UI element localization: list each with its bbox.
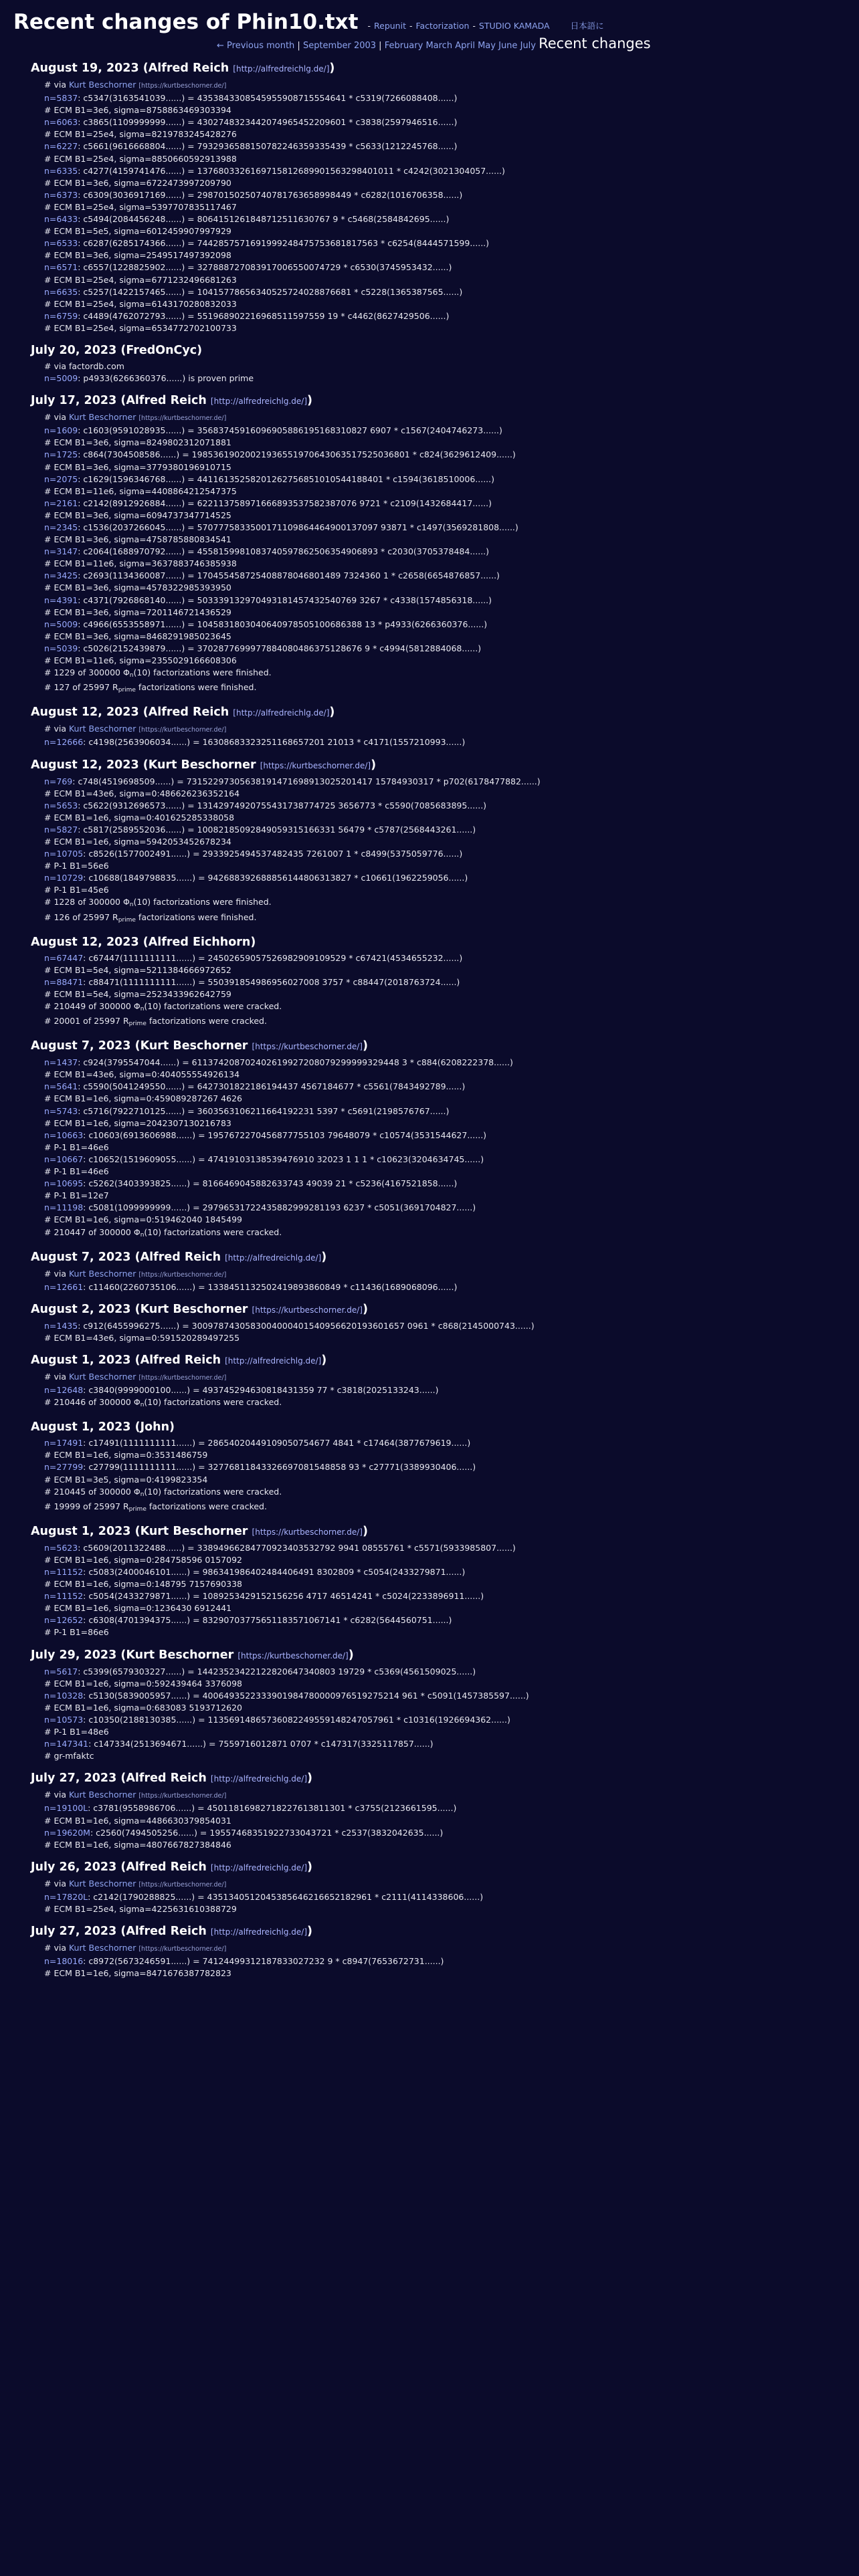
log-line: # via Kurt Beschorner [https://kurtbeschorner.de/] (44, 724, 227, 734)
log-line: n=6373: c6309(3036917169......) = 29870150250740781763658998449 * c6282(1016706358......) (44, 189, 463, 200)
log-line: # ECM B1=1e6, sigma=0:519462040 1845499 (44, 1214, 242, 1225)
log-line: # ECM B1=3e6, sigma=2549517497392098 (44, 250, 231, 261)
author-link[interactable]: [http://alfredreichlg.de/] (210, 397, 308, 407)
log-line: # via Kurt Beschorner [https://kurtbeschorner.de/] (44, 1878, 227, 1889)
log-line: n=6063: c3865(1109999999......) = 4302748323442074965452209601 * c3838(2597946516......) (44, 117, 458, 128)
log-line: # ECM B1=1e6, sigma=0:1236430 6912441 (44, 1603, 232, 1614)
month-nav: ← Previous month | September 2003 | February March April May June July Recent changes (217, 35, 651, 51)
log-line: # ECM B1=1e6, sigma=4486630379854031 (44, 1815, 231, 1826)
log-line: n=5641: c5590(5041249550......) = 6427301822186194437 4567184677 * c5561(7843492789......) (44, 1081, 466, 1092)
log-line: # 127 of 25997 $R_{prime}$ factorizations were finished. (44, 682, 257, 694)
log-line: # ECM B1=1e6, sigma=4807667827384846 (44, 1839, 231, 1850)
log-line: n=5039: c5026(2152439879......) = 3702877699977884080486375128676 9 * c4994(5812884068......) (44, 643, 482, 653)
log-line: n=88471: c88471(1111111111......) = 550391854986956027008 3757 * c88447(2018763724......) (44, 976, 460, 987)
log-line: n=5837: c5347(3163541039......) = 4353843308545955908715554641 * c5319(7266088408......) (44, 93, 458, 104)
log-line: # ECM B1=3e6, sigma=8758863469303394 (44, 105, 231, 116)
log-line: # ECM B1=25e4, sigma=6771232496681263 (44, 274, 237, 285)
log-line: n=17491: c17491(1111111111......) = 28654020449109050754677 4841 * c17464(3877679619......) (44, 1438, 471, 1448)
author-link[interactable]: [https://kurtbeschorner.de/] (237, 1650, 349, 1660)
month-link-2[interactable]: March (425, 41, 453, 51)
log-line: # ECM B1=1e6, sigma=0:401625285338058 (44, 812, 235, 823)
log-line: # 210445 of 300000 $\Phi_n(10)$ factorizations were cracked. (44, 1486, 282, 1498)
log-line: # ECM B1=3e6, sigma=6722473997209790 (44, 177, 231, 188)
log-line: # 210449 of 300000 $\Phi_n(10)$ factorizations were cracked. (44, 1001, 282, 1012)
log-line: # ECM B1=3e6, sigma=6094737347714525 (44, 510, 231, 520)
log-line: # ECM B1=1e6, sigma=0:592439464 3376098 (44, 1678, 242, 1689)
log-line: n=11152: c5054(2433279871......) = 1089253429152156256 4717 46514241 * c5024(2233896911......) (44, 1591, 484, 1602)
nav-link-repunit[interactable]: Repunit (374, 21, 406, 31)
log-line: # ECM B1=3e5, sigma=0:4199823354 (44, 1474, 208, 1485)
log-line: # ECM B1=3e6, sigma=8468291985023645 (44, 631, 231, 641)
log-line: n=10667: c10652(1519609055......) = 47419103138539476910 32023 1 1 1 * c10623(3204634745......) (44, 1154, 484, 1164)
log-line: n=11152: c5083(2400046101......) = 986341986402484406491 8302809 * c5054(2433279871......) (44, 1567, 466, 1577)
nav-link-studio[interactable]: STUDIO KAMADA (478, 21, 550, 31)
log-line: n=5623: c5609(2011322488......) = 33894966284770923403532792 9941 08555761 * c5571(5933985807......) (44, 1542, 516, 1553)
header (13, 4, 846, 39)
day-heading: July 20, 2023 (FredOnCyc) (31, 343, 203, 357)
log-line: n=6335: c4277(4159741476......) = 1376803326169715812689901563298401011 * c4242(3021304057......) (44, 165, 505, 176)
log-line: # P-1 B1=12e7 (44, 1190, 109, 1201)
author-link[interactable]: [http://alfredreichlg.de/] (210, 1927, 308, 1937)
log-line: n=12661: c11460(2260735106......) = 1338451132502419893860849 * c11436(1689068096......) (44, 1281, 458, 1292)
author-link[interactable]: [http://alfredreichlg.de/] (233, 708, 330, 718)
author-link[interactable]: [https://kurtbeschorner.de/] (252, 1042, 363, 1052)
log-line: n=5743: c5716(7922710125......) = 3603563106211664192231 5397 * c5691(2198576767......) (44, 1105, 450, 1116)
log-line: n=1437: c924(3795547044......) = 611374208702402619927208079299999329448 3 * c884(6208222378......) (44, 1057, 513, 1068)
log-line: # ECM B1=1e6, sigma=0:683083 5193712620 (44, 1702, 242, 1713)
author-link[interactable]: [https://kurtbeschorner.de/] (252, 1305, 363, 1315)
log-line: n=18016: c8972(5673246591......) = 74124499312187833027232 9 * c8947(7653672731......) (44, 1956, 444, 1967)
log-line: n=6571: c6557(1228825902......) = 327888727083917006550074729 * c6530(3745953432......) (44, 262, 452, 273)
log-line: n=5827: c5817(2589552036......) = 10082185092849059315166331 56479 * c5787(2568443261......) (44, 824, 476, 835)
log-line: n=2345: c1536(2037266045......) = 5707775833500171109864464900137097 93871 * c1497(3569281808......) (44, 522, 518, 532)
log-line: # ECM B1=5e5, sigma=6012459907997929 (44, 226, 231, 237)
log-line: # 20001 of 25997 $R_{prime}$ factorizations were cracked. (44, 1016, 267, 1028)
day-heading: July 27, 2023 (Alfred Reich [http://alfredreichlg.de/]) (31, 1925, 313, 1939)
month-link-6[interactable]: July (520, 41, 536, 51)
log-line: # ECM B1=25e4, sigma=8219783245428276 (44, 129, 237, 140)
month-link-4[interactable]: May (478, 41, 496, 51)
log-line: n=4391: c4371(7926868140......) = 503339132970493181457432540769 3267 * c4338(1574856318......) (44, 595, 492, 605)
log-line: n=3425: c2693(1134360087......) = 170455458725408878046801489 7324360 1 * c2658(6654876857......) (44, 570, 500, 581)
day-heading: August 7, 2023 (Kurt Beschorner [https://kurtbeschorner.de/]) (31, 1039, 368, 1053)
log-line: # ECM B1=11e6, sigma=2355029166608306 (44, 655, 237, 666)
log-line: n=6635: c5257(1422157465......) = 10415778656340525724028876681 * c5228(1365387565......) (44, 286, 463, 297)
author-link[interactable]: [https://kurtbeschorner.de/] (260, 760, 371, 770)
author-link[interactable]: [http://alfredreichlg.de/] (210, 1862, 308, 1872)
log-line: # gr-mfaktc (44, 1751, 94, 1761)
log-line: # 1229 of 300000 $\Phi_n(10)$ factorizations were finished. (44, 667, 272, 679)
log-line: # P-1 B1=48e6 (44, 1727, 109, 1737)
prev-month-link[interactable]: ← Previous month (217, 41, 295, 51)
log-line: # 210447 of 300000 $\Phi_n(10)$ factorizations were cracked. (44, 1226, 282, 1239)
author-link[interactable]: [https://kurtbeschorner.de/] (252, 1527, 363, 1537)
day-heading: August 12, 2023 (Alfred Eichhorn) (31, 935, 256, 949)
log-line: # ECM B1=3e6, sigma=8249802312071881 (44, 437, 231, 448)
day-heading: August 12, 2023 (Kurt Beschorner [https://kurtbeschorner.de/]) (31, 758, 377, 772)
log-line: n=5617: c5399(6579303227......) = 14423523422122820647340803 19729 * c5369(4561509025......) (44, 1666, 476, 1677)
log-line: # P-1 B1=86e6 (44, 1627, 109, 1638)
log-line: n=17820L: c2142(1790288825......) = 4351340512045385646216652182961 * c2111(4114338606......) (44, 1891, 484, 1902)
log-line: # ECM B1=1e6, sigma=0:284758596 0157092 (44, 1554, 242, 1565)
day-heading: August 1, 2023 (John) (31, 1420, 175, 1434)
log-line: # 210446 of 300000 $\Phi_n(10)$ factorizations were cracked. (44, 1397, 282, 1409)
day-heading: July 26, 2023 (Alfred Reich [http://alfredreichlg.de/]) (31, 1860, 313, 1874)
log-line: # ECM B1=3e6, sigma=3779380196910715 (44, 461, 231, 472)
log-line: n=67447: c67447(1111111111......) = 24502659057526982909109529 * c67421(4534655232......) (44, 952, 463, 963)
log-line: # P-1 B1=56e6 (44, 861, 109, 871)
day-heading: August 2, 2023 (Kurt Beschorner [https://kurtbeschorner.de/]) (31, 1302, 368, 1316)
log-line: # via Kurt Beschorner [https://kurtbeschorner.de/] (44, 1371, 227, 1382)
log-line: # ECM B1=25e4, sigma=6534772702100733 (44, 322, 237, 333)
day-heading: July 29, 2023 (Kurt Beschorner [https://kurtbeschorner.de/]) (31, 1648, 354, 1662)
log-line: # ECM B1=3e6, sigma=4578322985393950 (44, 582, 231, 593)
log-line: # via factordb.com (44, 360, 124, 371)
log-line: # ECM B1=1e6, sigma=5942053452678234 (44, 836, 231, 847)
log-line: n=12652: c6308(4701394375......) = 83290703775651183571067141 * c6282(5644560751......) (44, 1615, 452, 1626)
day-heading: August 1, 2023 (Kurt Beschorner [https://kurtbeschorner.de/]) (31, 1524, 368, 1538)
log-line: # ECM B1=43e6, sigma=0:591520289497255 (44, 1332, 240, 1343)
log-line: n=12648: c3840(9999000100......) = 493745294630818431359 77 * c3818(2025133243......) (44, 1385, 439, 1396)
log-line: n=19620M: c2560(7494505256......) = 19557468351922733043721 * c2537(3832042635......) (44, 1827, 444, 1838)
day-heading: August 7, 2023 (Alfred Reich [http://alfredreichlg.de/]) (31, 1250, 327, 1264)
log-line: # ECM B1=5e4, sigma=2523433962642759 (44, 988, 231, 999)
month-link-5[interactable]: June (498, 41, 518, 51)
log-line: n=11198: c5081(1099999999......) = 29796531722435882999281193 6237 * c5051(3691704827......) (44, 1202, 476, 1213)
log-line: n=10663: c10603(6913606988......) = 1957672270456877755103 79648079 * c10574(3531544627......) (44, 1130, 487, 1140)
day-heading: July 17, 2023 (Alfred Reich [http://alfredreichlg.de/]) (31, 394, 313, 408)
month-link-1[interactable]: February (384, 41, 423, 51)
log-line: n=27799: c27799(1111111111......) = 32776811843326697081548858 93 * c27771(3389930406......) (44, 1462, 476, 1473)
log-line: n=3147: c2064(1688970792......) = 4558159981083740597862506354906893 * c2030(3705378484......) (44, 546, 490, 557)
log-line: n=10695: c5262(3403393825......) = 8166469045882633743 49039 21 * c5236(4167521858......) (44, 1178, 458, 1189)
log-line: n=1435: c912(6455996275......) = 3009787430583004000401540956620193601657 0961 * c868(2145000743......) (44, 1320, 535, 1331)
log-line: n=6227: c5661(9616668804......) = 7932936588150782246359335439 * c5633(1212245768......) (44, 141, 458, 152)
language-link[interactable]: 日本語に (570, 21, 604, 31)
log-line: # P-1 B1=46e6 (44, 1142, 109, 1152)
log-line: n=19100L: c3781(9558986706......) = 45011816982718227613811301 * c3755(2123661595......) (44, 1803, 457, 1814)
log-line: n=10705: c8526(1577002491......) = 2933925494537482435 7261007 1 * c8499(5375059776......) (44, 849, 463, 859)
log-line: n=10573: c10350(2188130385......) = 11356914865736082249559148247057961 * c10316(1926694362......) (44, 1714, 510, 1725)
log-line: # ECM B1=25e4, sigma=8850660592913988 (44, 153, 237, 164)
log-line: n=6533: c6287(6285174366......) = 7442857571691999248475753681817563 * c6254(8444571599......) (44, 238, 490, 249)
day-heading: August 1, 2023 (Alfred Reich [http://alfredreichlg.de/]) (31, 1353, 327, 1367)
log-line: # ECM B1=5e4, sigma=5211384666972652 (44, 964, 231, 975)
log-line: n=6759: c4489(4762072793......) = 551968902216968511597559 19 * c4462(8627429506......) (44, 310, 450, 321)
log-line: n=769: c748(4519698509......) = 73152297305638191471698913025201417 15784930317 * p702(6178477882......) (44, 776, 541, 786)
log-line: # via Kurt Beschorner [https://kurtbeschorner.de/] (44, 1790, 227, 1800)
month-link-3[interactable]: April (455, 41, 475, 51)
log-line: n=2161: c2142(8912926884......) = 622113758971666893537582387076 9721 * c2109(1432684417......) (44, 498, 492, 508)
log-line: n=6433: c5494(2084456248......) = 8064151261848712511630767 9 * c5468(2584842695......) (44, 214, 450, 225)
log-line: # ECM B1=11e6, sigma=3637883746385938 (44, 558, 237, 569)
log-line: n=12666: c4198(2563906034......) = 16308683323251168657201 21013 * c4171(1557210993......) (44, 737, 466, 748)
log-line: # ECM B1=43e6, sigma=0:486626236352164 (44, 788, 240, 798)
log-line: # ECM B1=3e6, sigma=4758785880834541 (44, 534, 231, 545)
log-line: # ECM B1=1e6, sigma=8471676387782823 (44, 1968, 231, 1979)
log-line: n=1609: c1603(9591028935......) = 35683745916096905886195168310827 6907 * c1567(2404746273......) (44, 425, 502, 436)
log-line: # ECM B1=1e6, sigma=0:459089287267 4626 (44, 1093, 242, 1104)
log-line: # via Kurt Beschorner [https://kurtbeschorner.de/] (44, 80, 227, 90)
day-heading: August 19, 2023 (Alfred Reich [http://alfredreichlg.de/]) (31, 62, 335, 75)
log-line: # ECM B1=25e4, sigma=6143170280832033 (44, 298, 237, 309)
log-line: # ECM B1=1e6, sigma=0:3531486759 (44, 1450, 208, 1461)
log-line: # ECM B1=25e4, sigma=5397707835117467 (44, 201, 237, 212)
author-link[interactable]: [http://alfredreichlg.de/] (225, 1356, 322, 1366)
author-link[interactable]: [http://alfredreichlg.de/] (210, 1774, 308, 1784)
log-line: # P-1 B1=45e6 (44, 885, 109, 895)
log-line: n=5009: c4966(6553558971......) = 1045831803040640978505100686388 13 * p4933(6266360376......) (44, 619, 488, 629)
month-link-0[interactable]: September 2003 (302, 41, 377, 51)
log-line: # 1228 of 300000 $\Phi_n(10)$ factorizations were finished. (44, 897, 272, 909)
log-line: # via Kurt Beschorner [https://kurtbeschorner.de/] (44, 412, 227, 423)
day-heading: July 27, 2023 (Alfred Reich [http://alfredreichlg.de/]) (31, 1772, 313, 1786)
nav-link-factorization[interactable]: Factorization (415, 21, 470, 31)
log-line: n=10328: c5130(5839005957......) = 4006493522333901984780000976519275214 961 * c5091(1457385597......) (44, 1690, 529, 1701)
day-heading: August 12, 2023 (Alfred Reich [http://alfredreichlg.de/]) (31, 706, 335, 720)
page-title: Recent changes of Phin10.txt (13, 10, 359, 34)
current-section: Recent changes (539, 35, 651, 51)
log-line: n=10729: c10688(1849798835......) = 942688392688856144806313827 * c10661(1962259056......) (44, 873, 468, 883)
log-line: n=5653: c5622(9312696573......) = 13142974920755431738774725 3656773 * c5590(7085683895......) (44, 800, 487, 811)
log-line: n=2075: c1629(1596346768......) = 44116135258201262756851010544188401 * c1594(3618510006......) (44, 473, 494, 484)
log-line: # ECM B1=3e6, sigma=7201146721436529 (44, 607, 231, 617)
log-line: # ECM B1=1e6, sigma=0:148795 7157690338 (44, 1579, 242, 1590)
top-nav: - Repunit - Factorization - STUDIO KAMADA 日本語に (367, 21, 604, 31)
log-line: # P-1 B1=46e6 (44, 1166, 109, 1177)
log-line: # ECM B1=25e4, sigma=4225631610388729 (44, 1903, 237, 1914)
log-line: n=5009: p4933(6266360376......) is proven prime (44, 373, 254, 384)
author-link[interactable]: [http://alfredreichlg.de/] (233, 64, 330, 74)
log-line: # ECM B1=43e6, sigma=0:404055554926134 (44, 1069, 240, 1080)
log-line: n=1725: c864(7304508586......) = 19853619020021936551970643063517525036801 * c824(3629612409......) (44, 449, 516, 460)
author-link[interactable]: [http://alfredreichlg.de/] (225, 1253, 322, 1263)
change-log (13, 60, 846, 1979)
log-line: # 126 of 25997 $R_{prime}$ factorizations were finished. (44, 911, 257, 924)
log-line: n=147341: c147334(2513694671......) = 7559716012871 0707 * c147317(3325117857......) (44, 1739, 434, 1749)
log-line: # via Kurt Beschorner [https://kurtbeschorner.de/] (44, 1943, 227, 1953)
log-line: # 19999 of 25997 $R_{prime}$ factorizations were cracked. (44, 1501, 267, 1513)
log-line: # via Kurt Beschorner [https://kurtbeschorner.de/] (44, 1268, 227, 1279)
log-line: # ECM B1=1e6, sigma=2042307130216783 (44, 1117, 231, 1128)
log-line: # ECM B1=11e6, sigma=4408864212547375 (44, 486, 237, 496)
